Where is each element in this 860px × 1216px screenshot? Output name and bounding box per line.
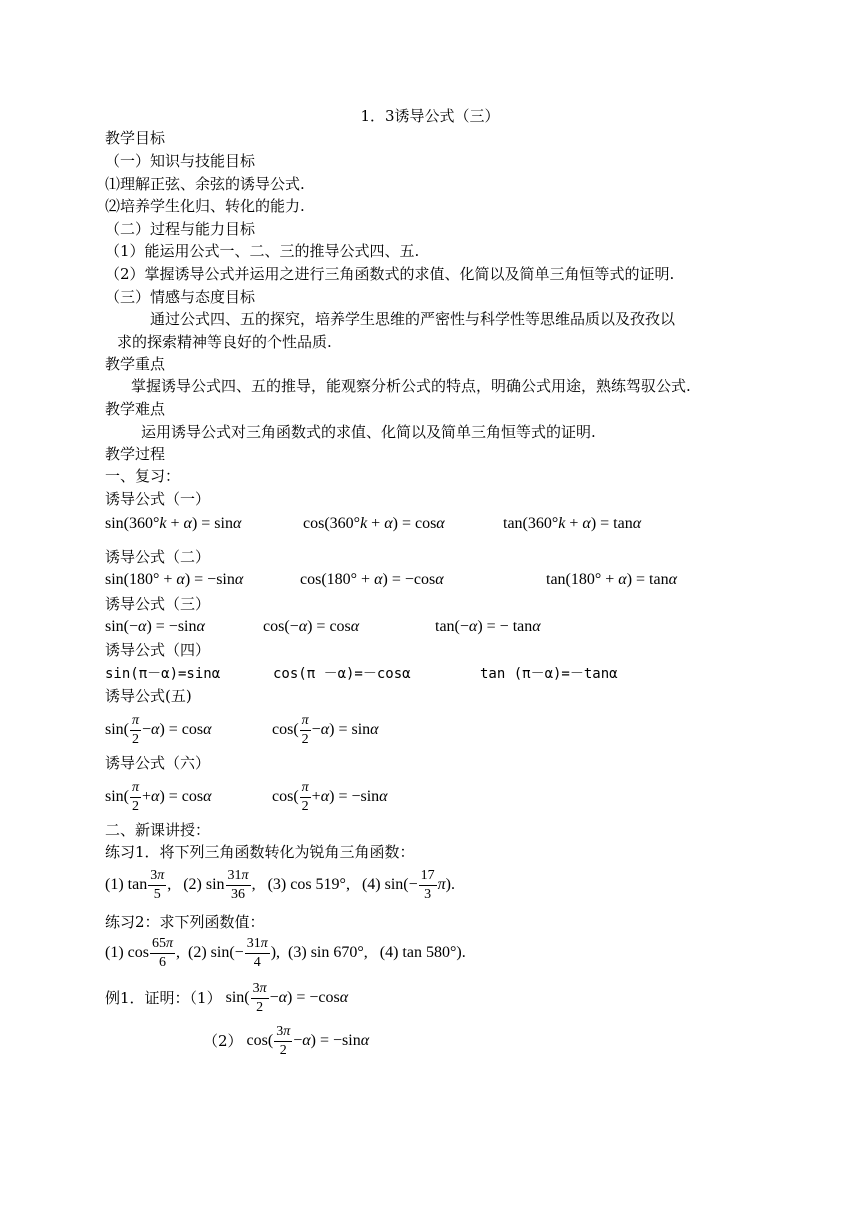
goal-item: ⑴理解正弦、余弦的诱导公式. <box>105 175 305 193</box>
example-label: 例1．证明：（1） <box>105 989 222 1007</box>
formula: sin( $\frac{\pi}{2}$ + α ) = cos α <box>105 779 212 814</box>
example-1: 例1．证明：（1） sin( $\frac{3\pi}{2}$ − α ) = −cos α <box>105 980 349 1015</box>
exercise-1-heading: 练习1．将下列三角函数转化为锐角三角函数： <box>105 843 415 861</box>
subheading-process: （二）过程与能力目标 <box>105 220 256 238</box>
goal-paragraph: 通过公式四、五的探究，培养学生思维的严密性与科学性等思维品质以及孜孜以 <box>150 310 676 328</box>
formula: cos( $\frac{\pi}{2}$ − α ) = sin α <box>272 712 379 747</box>
page-title: 1．3诱导公式（三） <box>360 107 500 125</box>
formula: tan (π－α)=－tanα <box>480 666 618 682</box>
formula: sin(180° + α) = −sinα <box>105 571 244 588</box>
formula: cos( $\frac{\pi}{2}$ + α ) = −sin α <box>272 779 388 814</box>
formula: sin(360°k + α) = sinα <box>105 515 242 532</box>
goal-item: （1）能运用公式一、二、三的推导公式四、五. <box>105 242 420 260</box>
difficulty-text: 运用诱导公式对三角函数式的求值、化简以及简单三角恒等式的证明. <box>141 423 596 441</box>
formula: cos(360°k + α) = cosα <box>303 515 445 532</box>
example-1-part-2: （2） cos( $\frac{3\pi}{2}$ − α ) = −sin α <box>203 1023 370 1058</box>
formula-heading: 诱导公式（三） <box>105 595 211 613</box>
goal-item: （2）掌握诱导公式并运用之进行三角函数式的求值、化简以及简单三角恒等式的证明. <box>105 265 675 283</box>
goal-item: ⑵培养学生化归、转化的能力. <box>105 197 305 215</box>
formula-heading: 诱导公式（一） <box>105 490 211 508</box>
formula: tan(180° + α) = tanα <box>546 571 678 588</box>
formula: cos(180° + α) = −cosα <box>300 571 444 588</box>
section-heading-process: 教学过程 <box>105 445 166 463</box>
review-heading: 一、复习： <box>105 467 181 485</box>
formula-heading: 诱导公式（四） <box>105 641 211 659</box>
formula: cos(π －α)=－cosα <box>273 666 411 682</box>
formula-heading: 诱导公式（二） <box>105 548 211 566</box>
subheading-attitude: （三）情感与态度目标 <box>105 288 256 306</box>
key-text: 掌握诱导公式四、五的推导，能观察分析公式的特点，明确公式用途，熟练驾驭公式. <box>131 377 691 395</box>
formula: cos(−α) = cosα <box>263 618 360 635</box>
exercise-1-formula: (1) tan $\frac{3\pi}{5}$ , (2) sin $\frac{31\pi}{36}$ , (3) cos 519°, (4) sin(− $\frac{17}{3}$ π ). <box>105 867 455 902</box>
formula: sin(π－α)=sinα <box>105 666 221 682</box>
section-heading-key: 教学重点 <box>105 355 166 373</box>
formula-heading: 诱导公式（六） <box>105 754 211 772</box>
exercise-2-heading: 练习2：求下列函数值： <box>105 913 265 931</box>
section-heading-difficulty: 教学难点 <box>105 400 166 418</box>
formula: sin( $\frac{\pi}{2}$ − α ) = cos α <box>105 712 212 747</box>
formula: sin(−α) = −sinα <box>105 618 205 635</box>
formula-heading: 诱导公式(五) <box>105 687 192 705</box>
formula: tan(−α) = − tanα <box>435 618 541 635</box>
example-label: （2） <box>203 1032 243 1050</box>
formula: tan(360°k + α) = tanα <box>503 515 642 532</box>
goal-paragraph: 求的探索精神等良好的个性品质. <box>117 333 332 351</box>
exercise-2-formula: (1) cos $\frac{65\pi}{6}$ , (2) sin(− $\frac{31\pi}{4}$ ), (3) sin 670°, (4) tan 580°). <box>105 935 466 970</box>
section-heading-new: 二、新课讲授： <box>105 821 211 839</box>
section-heading-goals: 教学目标 <box>105 129 166 147</box>
subheading-knowledge: （一）知识与技能目标 <box>105 152 256 170</box>
